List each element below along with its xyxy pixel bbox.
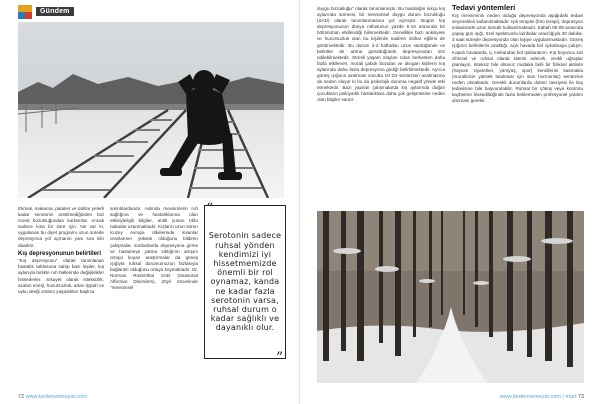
quote-open-mark: “ (206, 201, 214, 217)
footer-site: www.bedenvemeyat.com (25, 394, 87, 400)
page-number: 72 (18, 394, 25, 400)
section-heading: Kış depresyonunun belirtileri (18, 250, 102, 257)
pull-quote: Serotonin sadece ruhsal yönden kendimizi iyi hissetmemizde önemli bir rol oynamaz, kanda ne kadar fazla serotonin varsa, ruhsal durum o kadar sağlıklı ve dayanıklı olur. (204, 205, 286, 359)
right-column-2 (452, 4, 583, 104)
quote-close-mark: ” (276, 350, 284, 366)
section-label: Gündem (36, 7, 74, 16)
left-footer (18, 394, 87, 400)
forest-photo (317, 211, 584, 383)
paragraph: Kış mevsiminin neden olduğu depresyonda aşağıdaki tedavi seçenekleri kullanılmaktadır. Işık terapisi (foto terapi), depresyon tedavisinde uzun süredir kullanılmaktadır. Sabah 06-08 arasında yapay gün ışığı, özel spektrumlu lambalar aracılığıyla 30 dakika-3 saat süreyle depresyonda olan kişiye uygulanmaktadır. Güneş ışığının belirtilerini azalttığı, açık havada bol ışıkalmaya çalışın. Kapalı havalarda, iç mekandan bol ışıklandırın. Kış boyunca sizi zihinsel ve ruhsal olarak tatmin edecek, zevkli uğraşlar planlayın. İsteksiz bile olsanız mutlaka belli bir fiziksel aktivite (hayvan ziyaretleri, yürüyüş, spor) kendilerini bakmakla (moralinizin yüksek tutulması için olan hormonlar) sentezine neden olmaktadır. Gerekli durumlarda doktor tavsiyesi ile ilaç tedavisine bile başvurulabilir. Ruhsal bir çöküş veya kontrolu kaybetme hissedildiğinde fazla beklemeden profesyonel yardım alınması gerekir. (452, 13, 584, 104)
magazine-logo (18, 5, 32, 19)
railway-photo (18, 22, 284, 198)
paragraph: Ekmek, makarna, patates ve tatlılar yeterli kadar serotonin üretilmediğinden bizi moral bozukluğundan kurtarırlar. Ancak sadece kısa bir süre için. Ne var ki, uygulanan bu diyet programı uzun sürede depresyona yol açmanın yanı sıra kilo daadırır. (18, 206, 104, 248)
footer-site: www.bedenvemeyat.com | mart (499, 394, 577, 400)
right-page (300, 0, 600, 404)
paragraph: duygu bozukluğu" olarak tanımlamıştır. Bu hastalığın sıkça kış aylarında sürmesi, bir mevsimsel duygu durum bozukluğu (SAD) olarak tanımlanmasına yol açmıştır. Bugün kış depresyonunun dünya nüfusunun yüzde 5-10 oranında bir bölümünün etkilendiği bilinmektedir. Genellikle bazı anksiyete ve huzursuzluk olan bu kişilerde nadiren intihar eğilimi de görülmektedir. Bu durum 2-3 haftadan uzun sürdüğünde ve belirtiler de artma görüldüğünde depresyondan söz edilebilmektedir. Stresli yaşam olayları ndan herkesten daha fazla etkilenen, morali çabuk bozulan ve alıngan kişilerin kış aylarında daha fazla depresyona girdiği belirtilmektedir. Ayrıca güneş ışığının azalması vücutta Vit D3 sentezinin azalmasına da neden oluyor ki bu da psikolojik duruma negatif yönde etki etmektedir. Bazı yapılan çalışmalarda kış aylarında doğan çocukların psikiyatrik hastalıklara daha çok gelişmesine neden olan bilgiler vardır. (317, 6, 445, 103)
paragraph: "Kış depresyonu" olarak tanımlanan hastalık tablosuna sahip bazı kişiler, kış aylarıyla birlikte ruh hallerinde değişiklikler hissederler. Sıkayet olarak isteksizlik, azalan enerji, huzursuzluk, artan işştah ve uyku isteği onların yaşadıkları başlıca (18, 258, 104, 294)
page-number: 73 (577, 394, 584, 400)
left-column-1 (18, 206, 104, 295)
right-column-1 (317, 6, 445, 104)
paragraph: sıkıntılardandır. Aslında mevsimlerin ruh sağlığına ve hastalıklarına olan etkisiyleilgili bilgiler, antik yunan tıbbı nakadar uzanmaktadır. Kışların uzun sürerı Kuzey Avrupa ülkelerinde insanlar oranlarının yüksek olduğunu bildiren çalışmalar, sonbaharda depresyona girme ve hastaneye yatma sıklığının artışını ortaya koyan araştırmalar da güneş ışığıyla ruhsal durumumuzun fazlasıyla bağlantılı olduğunu ortaya koymaktadır. Dr. Norman Rosenthal SAD (Seasonal Affective Disorders), 20yıl öncesinde "mevsimsel (110, 206, 198, 291)
section-heading: Tedavi yöntemleri (452, 3, 516, 12)
right-footer (500, 394, 584, 400)
left-column-2 (110, 206, 198, 291)
